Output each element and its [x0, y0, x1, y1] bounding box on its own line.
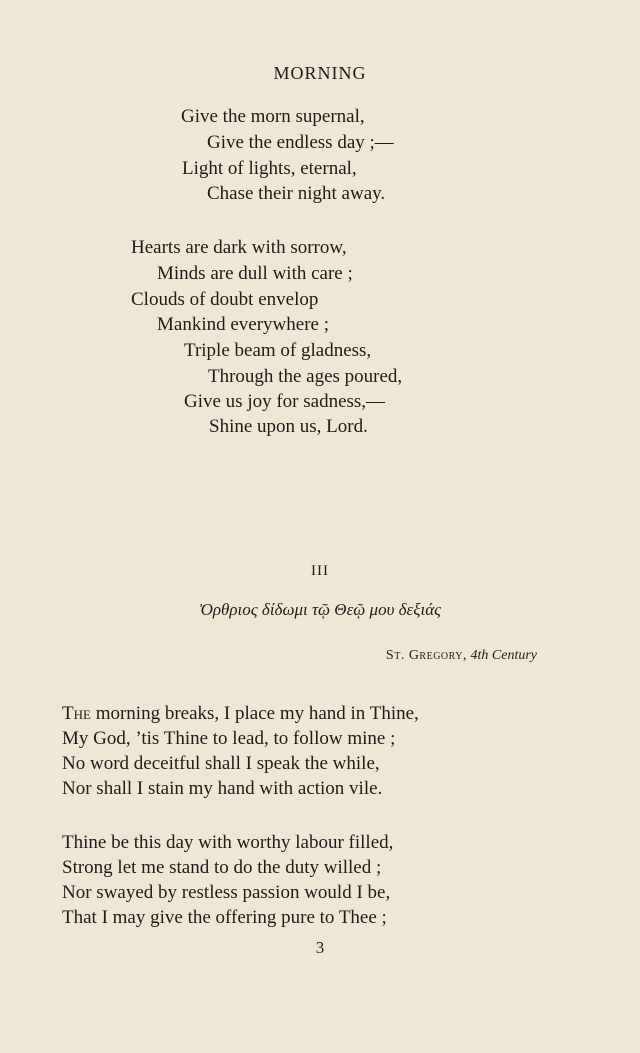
poem-line: Nor shall I stain my hand with action vile.	[62, 778, 383, 799]
poem-line: Thine be this day with worthy labour filled,	[62, 832, 394, 853]
poem-line: Through the ages poured,	[208, 366, 403, 387]
section-numeral: III	[311, 563, 329, 579]
poem-line: Give us joy for sadness,—	[184, 391, 386, 412]
attribution-century: 4th Century	[470, 648, 537, 663]
poem-line: Hearts are dark with sorrow,	[131, 237, 347, 258]
opening-word: The	[62, 703, 91, 724]
poem-line: Triple beam of gladness,	[184, 340, 372, 361]
poem-line: Minds are dull with care ;	[157, 263, 353, 284]
attribution-author: St. Gregory,	[385, 648, 467, 663]
poem-line	[62, 704, 419, 723]
poem-line: Give the endless day ;—	[207, 132, 394, 153]
poem-line: Shine upon us, Lord.	[209, 416, 368, 437]
opening-line-rest: morning breaks, I place my hand in Thine,	[90, 703, 419, 724]
running-header: MORNING	[273, 63, 367, 83]
poem-line: Light of lights, eternal,	[182, 158, 357, 179]
poem-line: Mankind everywhere ;	[157, 314, 329, 335]
poem-line: No word deceitful shall I speak the while,	[62, 753, 380, 774]
poem-line: Clouds of doubt envelop	[131, 289, 319, 310]
greek-epigraph: Ὀρθριος δίδωμι τῷ Θεῷ μου δεξιάς	[198, 600, 442, 619]
poem-line: Strong let me stand to do the duty willed ;	[62, 857, 382, 878]
attribution	[386, 648, 537, 664]
poem-line: My God, ’tis Thine to lead, to follow mine ;	[62, 728, 396, 749]
page-number: 3	[315, 938, 325, 957]
poem-line: Nor swayed by restless passion would I be,	[62, 882, 391, 903]
poem-line: That I may give the offering pure to Thee ;	[62, 907, 387, 928]
poem-line: Chase their night away.	[207, 183, 386, 204]
poem-line: Give the morn supernal,	[181, 106, 365, 127]
